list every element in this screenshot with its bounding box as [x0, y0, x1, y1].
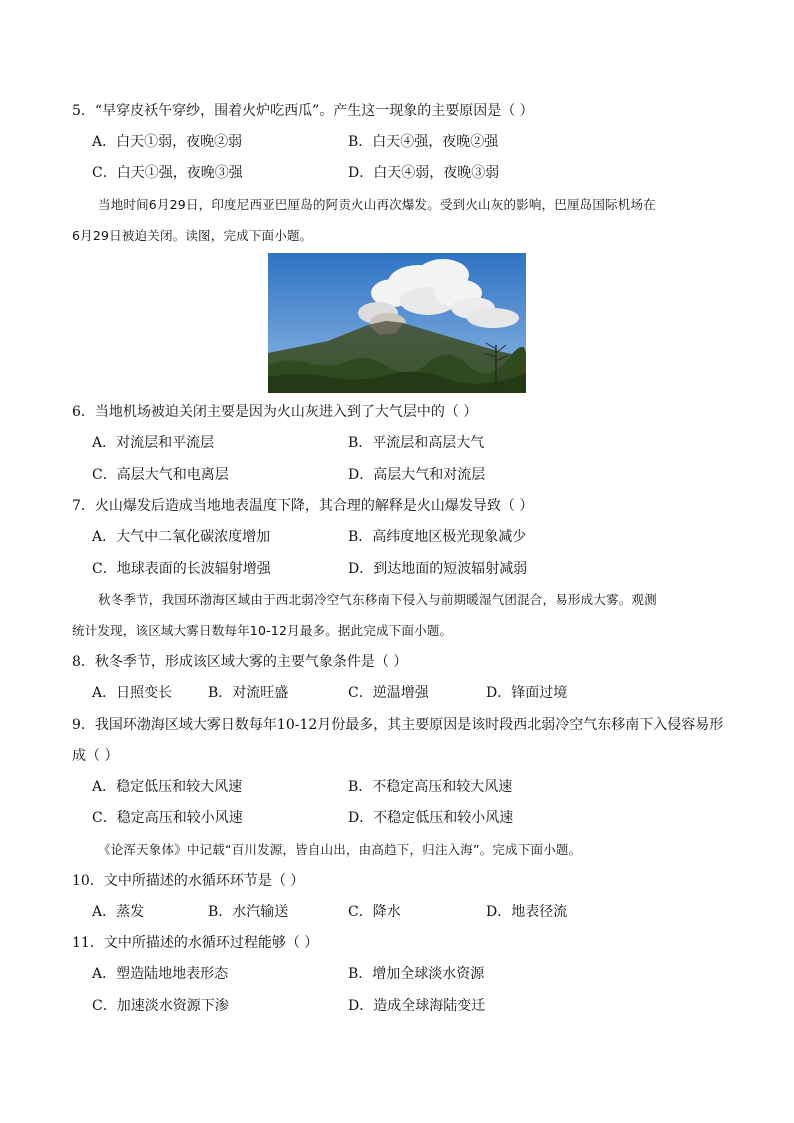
q9-option-d: D．不稳定低压和较小风速: [348, 810, 514, 826]
q10-option-c: C．降水: [348, 904, 401, 920]
question-8-stem: 8．秋冬季节，形成该区域大雾的主要气象条件是（ ）: [72, 654, 408, 670]
q7-option-a: A．大气中二氧化碳浓度增加: [92, 529, 271, 545]
question-11-stem: 11．文中所描述的水循环过程能够（ ）: [72, 935, 319, 951]
fog-intro-line-2: 统计发现，该区域大雾日数每年10-12月最多。据此完成下面小题。: [72, 623, 453, 638]
q10-option-b: B．水汽输送: [208, 904, 289, 920]
q11-option-c: C．加速淡水资源下渗: [92, 998, 229, 1014]
q10-option-a: A．蒸发: [92, 904, 145, 920]
q8-option-a: A．日照变长: [92, 685, 173, 701]
q9-option-b: B．不稳定高压和较大风速: [348, 779, 513, 795]
q5-option-a: A．白天①弱，夜晚②弱: [92, 134, 243, 150]
q5-option-b: B．白天④强，夜晚②强: [348, 134, 499, 150]
volcano-intro-line-2: 6月29日被迫关闭。读图，完成下面小题。: [72, 228, 313, 243]
question-5-stem: 5．“早穿皮袄午穿纱，围着火炉吃西瓜”。产生这一现象的主要原因是（ ）: [72, 103, 534, 119]
q8-option-c: C．逆温增强: [348, 685, 429, 701]
question-7-stem: 7．火山爆发后造成当地地表温度下降，其合理的解释是火山爆发导致（ ）: [72, 498, 534, 514]
water-intro-line-1: 《论浑天象体》中记载“百川发源，皆自山出，由高趋下，归注入海”。完成下面小题。: [98, 842, 582, 857]
q5-option-d: D．白天④弱，夜晚③弱: [348, 165, 500, 181]
question-9-stem-line-2: 成（ ）: [72, 748, 119, 764]
question-10-stem: 10．文中所描述的水循环环节是（ ）: [72, 873, 305, 889]
q6-option-b: B．平流层和高层大气: [348, 435, 485, 451]
q8-option-d: D．锋面过境: [486, 685, 568, 701]
fog-intro-line-1: 秋冬季节，我国环渤海区域由于西北弱冷空气东移南下侵入与前期暖湿气团混合，易形成大雾。观测: [98, 592, 657, 607]
q5-option-c: C．白天①强，夜晚③强: [92, 165, 243, 181]
q6-option-a: A．对流层和平流层: [92, 435, 215, 451]
q11-option-a: A．塑造陆地地表形态: [92, 966, 229, 982]
q10-option-d: D．地表径流: [486, 904, 568, 920]
question-9-stem-line-1: 9．我国环渤海区域大雾日数每年10-12月份最多，其主要原因是该时段西北弱冷空气东移南下入侵容易形: [72, 717, 724, 733]
q9-option-a: A．稳定低压和较大风速: [92, 779, 243, 795]
q7-option-d: D．到达地面的短波辐射减弱: [348, 561, 528, 577]
q11-option-d: D．造成全球海陆变迁: [348, 998, 486, 1014]
volcano-intro-line-1: 当地时间6月29日，印度尼西亚巴厘岛的阿贡火山再次爆发。受到火山灰的影响，巴厘岛国际机场在: [98, 197, 656, 212]
q7-option-b: B．高纬度地区极光现象减少: [348, 529, 527, 545]
question-6-stem: 6．当地机场被迫关闭主要是因为火山灰进入到了大气层中的（ ）: [72, 404, 478, 420]
q11-option-b: B．增加全球淡水资源: [348, 966, 485, 982]
q8-option-b: B．对流旺盛: [208, 685, 289, 701]
q9-option-c: C．稳定高压和较小风速: [92, 810, 243, 826]
volcano-photo: [268, 253, 526, 393]
q7-option-c: C．地球表面的长波辐射增强: [92, 561, 271, 577]
q6-option-d: D．高层大气和对流层: [348, 467, 486, 483]
q6-option-c: C．高层大气和电离层: [92, 467, 229, 483]
